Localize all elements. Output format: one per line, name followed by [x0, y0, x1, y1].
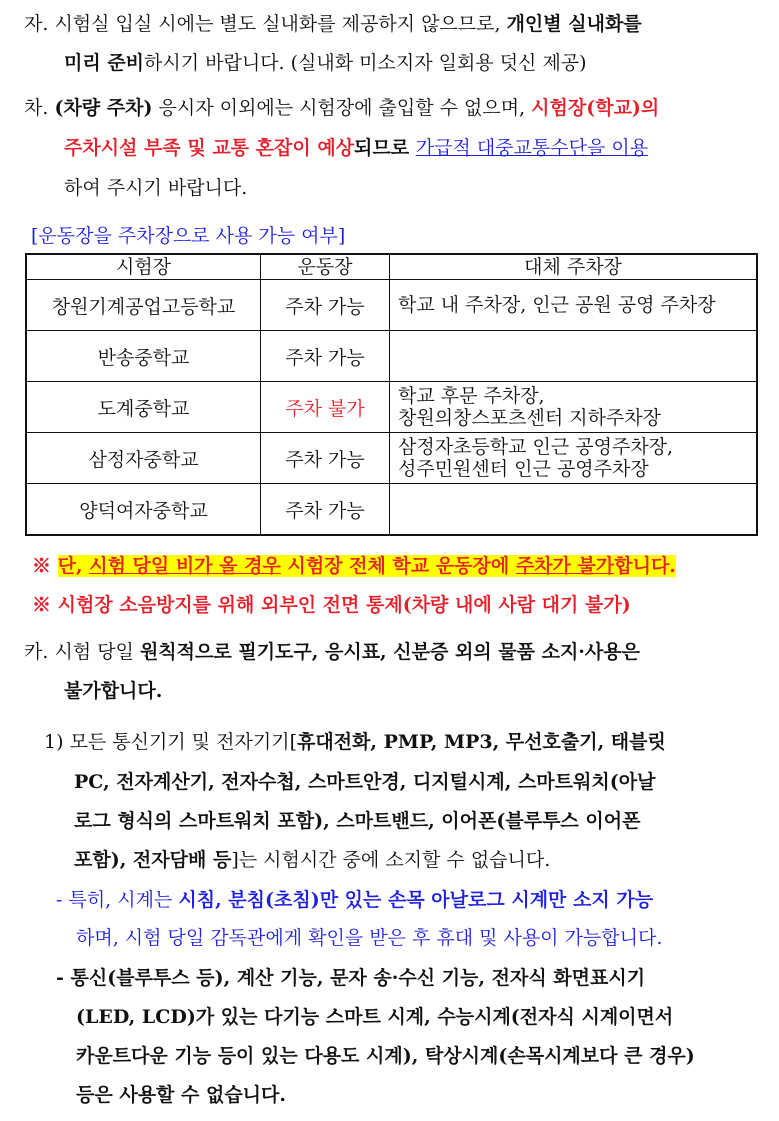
cell-field: 주차 가능: [261, 433, 390, 484]
dash1-bold: 시침, 분침(초침)만 있는 손목 아날로그 시계만 소지 가능: [178, 889, 654, 911]
cell-alt-line1: 학교 내 주차장, 인근 공원 공영 주차장: [398, 294, 716, 316]
note-rain-p3: 시험장 전체 학교 운동장에: [280, 555, 516, 577]
table-row: [26, 280, 757, 331]
sub1-text4: ]는 시험시간 중에 소지할 수 없습니다.: [231, 849, 551, 871]
cell-alt: [390, 382, 758, 433]
header-alt: 대체 주차장: [390, 254, 758, 280]
cell-alt: [390, 331, 758, 382]
note-rain-p2: 시험 당일 비가 올 경우: [89, 555, 281, 577]
dash2-line4: 등은 사용할 수 없습니다.: [76, 1084, 286, 1106]
item-ka-line1: [24, 638, 640, 666]
cell-site: 삼정자중학교: [26, 433, 261, 484]
item-ja-line1: [24, 10, 642, 38]
table-row: [26, 433, 757, 484]
cell-site: 도계중학교: [26, 382, 261, 433]
item-ka-bold: 원칙적으로 필기도구, 응시표, 신분증 외의 물품 소지·사용은: [139, 641, 640, 663]
cell-field: 주차 가능: [261, 280, 390, 331]
header-site: 시험장: [26, 254, 261, 280]
item-ka-marker: 카.: [24, 641, 49, 663]
dash1-line1: [56, 886, 653, 914]
item-cha-transit: 가급적 대중교통수단을 이용: [415, 137, 649, 159]
dash2-line2: (LED, LCD)가 있는 다기능 스마트 시계, 수능시계(전자식 시계이면서: [76, 1006, 674, 1028]
cell-alt-line2: 창원의창스포츠센터 지하주차장: [398, 407, 661, 429]
table-row: [26, 484, 757, 536]
cell-site: 반송중학교: [26, 331, 261, 382]
item-cha-red2: 주차시설 부족 및 교통 혼잡이 예상: [64, 137, 355, 159]
sub1-line1: [44, 728, 666, 756]
note-rain-p5: 합니다.: [614, 555, 676, 577]
parking-section-title: [운동장을 주차장으로 사용 가능 여부]: [31, 225, 346, 247]
item-cha-heading: (차량 주차): [54, 97, 153, 119]
cell-alt: [390, 433, 758, 484]
cell-field-unavailable: 주차 불가: [261, 382, 390, 433]
item-cha-bold: 되므로: [354, 137, 416, 159]
item-cha-line3: [64, 174, 247, 202]
item-cha-line1: [24, 94, 659, 122]
cell-alt: [390, 484, 758, 536]
item-cha-text3: 하여 주시기 바랍니다.: [64, 177, 248, 199]
table-row: [26, 331, 757, 382]
dash1-marker: -: [56, 889, 63, 911]
item-ja-bold2: 미리 준비: [64, 52, 145, 74]
dash1-text: 특히, 시계는: [68, 889, 179, 911]
sub1-marker: 1): [44, 731, 64, 753]
cell-alt-line2: 성주민원센터 인근 공영주차장: [398, 458, 649, 480]
item-ka-line2: 불가합니다.: [64, 680, 163, 702]
item-cha-text: 응시자 이외에는 시험장에 출입할 수 없으며,: [152, 97, 532, 119]
item-cha-red: 시험장(학교)의: [531, 97, 660, 119]
item-ja-marker: 자.: [24, 13, 49, 35]
cell-field: 주차 가능: [261, 484, 390, 536]
item-ja-text: 시험실 입실 시에는 별도 실내화를 제공하지 않으므로,: [54, 13, 507, 35]
dash2-line1: [56, 964, 645, 992]
cell-site: 양덕여자중학교: [26, 484, 261, 536]
sub1-bold: 휴대전화, PMP, MP3, 무선호출기, 태블릿: [297, 731, 666, 753]
table-row: [26, 382, 757, 433]
table-header-row: [26, 254, 757, 280]
item-ja-text2: 하시기 바랍니다. (실내화 미소지자 일회용 덧신 제공): [144, 52, 587, 74]
cell-alt-line1: 삼정자초등학교 인근 공영주차장,: [398, 436, 674, 458]
item-ka-text: 시험 당일: [54, 641, 140, 663]
item-ja-bold: 개인별 실내화를: [506, 13, 642, 35]
cell-alt: [390, 280, 758, 331]
note-mark: ※: [32, 555, 58, 577]
cell-field: 주차 가능: [261, 331, 390, 382]
note-noise: ※ 시험장 소음방지를 위해 외부인 전면 통제(차량 내에 사람 대기 불가): [32, 594, 631, 616]
sub1-bold4: 포함), 전자담배 등: [74, 849, 232, 871]
sub1-line4: [74, 846, 550, 874]
dash1-line2: 하며, 시험 당일 감독관에게 확인을 받은 후 휴대 및 사용이 가능합니다.: [76, 927, 663, 949]
sub1-line2: PC, 전자계산기, 전자수첩, 스마트안경, 디지털시계, 스마트워치(아날: [74, 771, 656, 793]
dash2-marker: -: [56, 967, 64, 989]
item-cha-line2: [64, 134, 648, 162]
item-ja-line2: [64, 49, 587, 77]
item-cha-marker: 차.: [24, 97, 49, 119]
dash2-text1: 통신(블루투스 등), 계산 기능, 문자 송·수신 기능, 전자식 화면표시기: [70, 967, 646, 989]
note-rain: [32, 552, 676, 580]
sub1-line3: 로그 형식의 스마트워치 포함), 스마트밴드, 이어폰(블루투스 이어폰: [74, 810, 641, 832]
note-rain-p1: 단,: [57, 555, 90, 577]
sub1-text: 모든 통신기기 및 전자기기[: [69, 731, 297, 753]
note-rain-p4: 주차가 불가: [515, 555, 615, 577]
header-field: 운동장: [261, 254, 390, 280]
dash2-line3: 카운트다운 기능 등이 있는 다용도 시계), 탁상시계(손목시계보다 큰 경우): [76, 1045, 695, 1067]
cell-site: 창원기계공업고등학교: [26, 280, 261, 331]
cell-alt-line1: 학교 후문 주차장,: [398, 385, 545, 407]
parking-table: [25, 253, 758, 536]
